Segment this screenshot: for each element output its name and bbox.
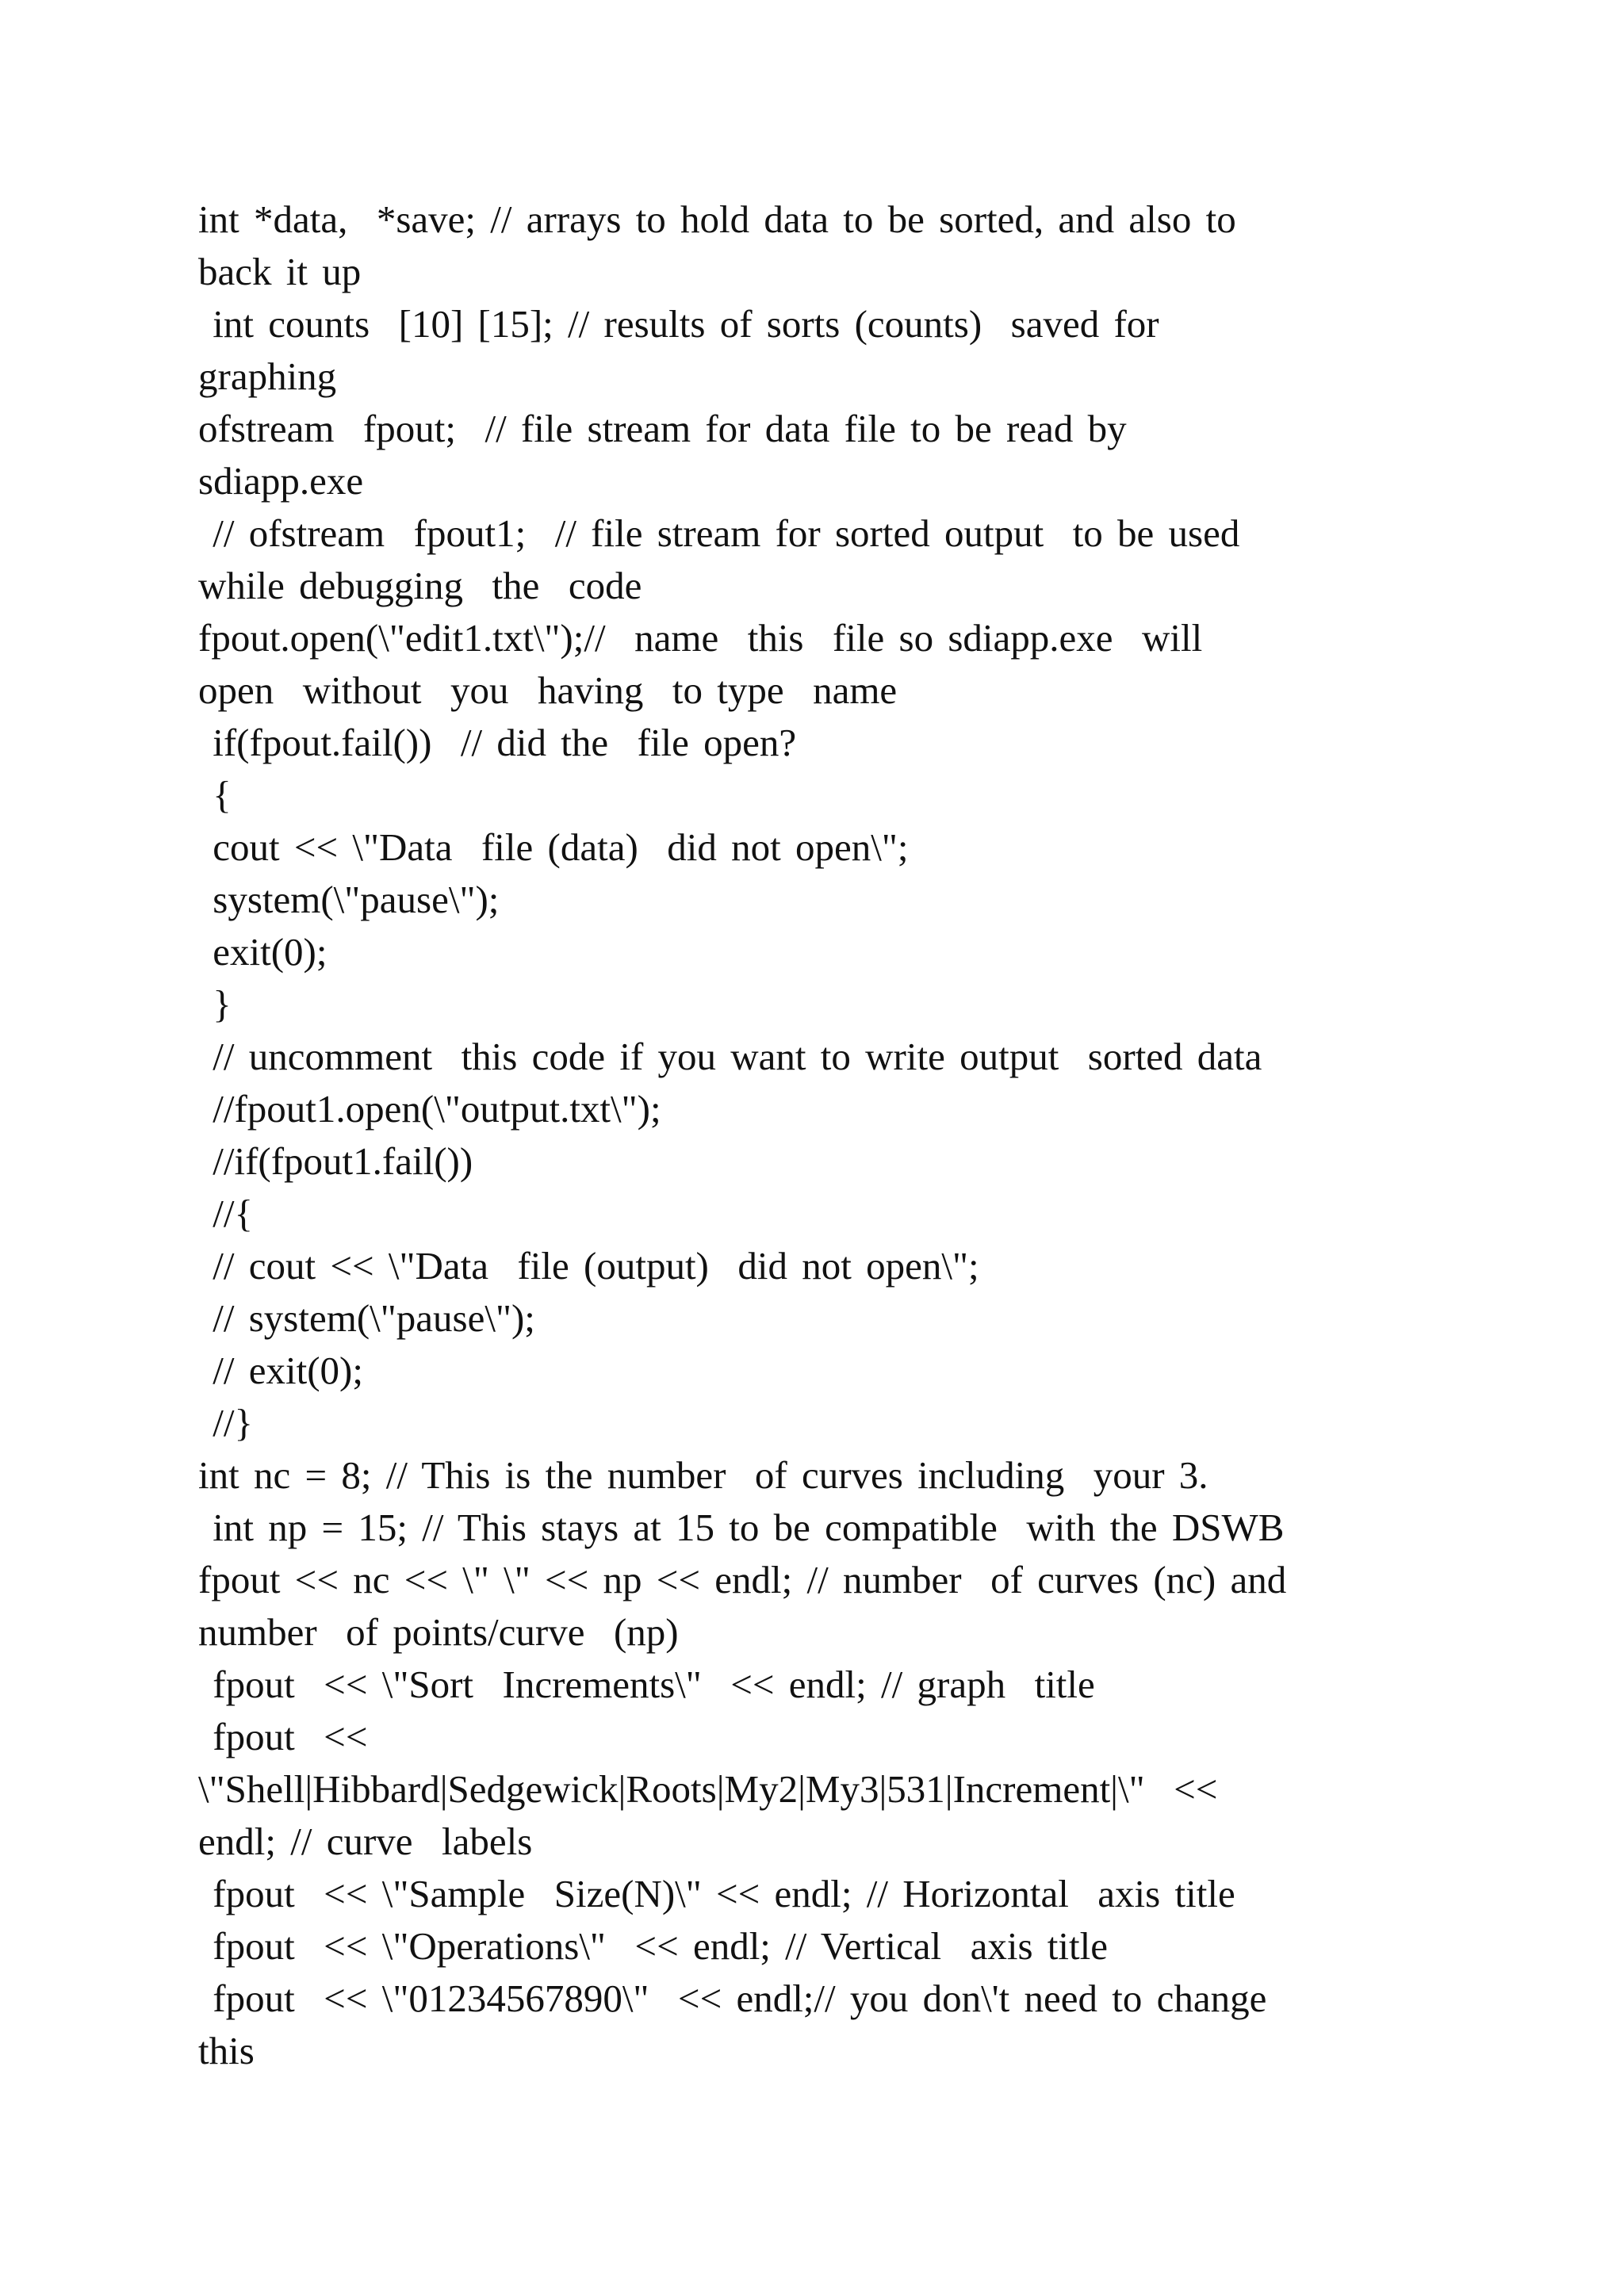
text-line: endl; // curve labels bbox=[198, 1820, 533, 1863]
text-line: //{ bbox=[198, 1192, 253, 1235]
text-line: fpout.open(\"edit1.txt\");// name this file so sdiapp.exe will bbox=[198, 616, 1203, 660]
code-text-block bbox=[198, 193, 1483, 2077]
text-line: //if(fpout1.fail()) bbox=[198, 1139, 473, 1183]
text-line: fpout << \"Sample Size(N)\" << endl; // Horizontal axis title bbox=[198, 1872, 1235, 1915]
text-line: fpout << bbox=[198, 1715, 368, 1758]
text-line: graphing bbox=[198, 354, 337, 398]
text-line: int nc = 8; // This is the number of curves including your 3. bbox=[198, 1453, 1208, 1497]
text-line: // uncomment this code if you want to write output sorted data bbox=[198, 1035, 1262, 1078]
text-line: fpout << \"Operations\" << endl; // Vertical axis title bbox=[198, 1924, 1109, 1968]
text-line: } bbox=[198, 982, 232, 1026]
text-line: number of points/curve (np) bbox=[198, 1610, 679, 1654]
text-line: //fpout1.open(\"output.txt\"); bbox=[198, 1087, 661, 1131]
text-line: if(fpout.fail()) // did the file open? bbox=[198, 721, 797, 764]
text-line: sdiapp.exe bbox=[198, 459, 364, 503]
text-line: open without you having to type name bbox=[198, 668, 898, 712]
text-line: fpout << nc << \" \" << np << endl; // number of curves (nc) and bbox=[198, 1558, 1287, 1601]
text-line: int counts [10] [15]; // results of sorts (counts) saved for bbox=[198, 302, 1159, 346]
text-line: fpout << \"Sort Increments\" << endl; // graph title bbox=[198, 1663, 1095, 1706]
text-line: // cout << \"Data file (output) did not open\"; bbox=[198, 1244, 979, 1288]
text-line: // exit(0); bbox=[198, 1349, 363, 1392]
text-line: \"Shell|Hibbard|Sedgewick|Roots|My2|My3|531|Increment|\" << bbox=[198, 1767, 1218, 1811]
text-line: system(\"pause\"); bbox=[198, 878, 500, 921]
text-line: cout << \"Data file (data) did not open\"; bbox=[198, 825, 909, 869]
text-line: // system(\"pause\"); bbox=[198, 1296, 535, 1340]
text-line: while debugging the code bbox=[198, 564, 642, 607]
text-line: { bbox=[198, 773, 232, 817]
text-line: // ofstream fpout1; // file stream for sorted output to be used bbox=[198, 511, 1240, 555]
text-line: back it up bbox=[198, 250, 362, 293]
text-line: ofstream fpout; // file stream for data file to be read by bbox=[198, 407, 1127, 450]
text-line: int *data, *save; // arrays to hold data to be sorted, and also to bbox=[198, 197, 1236, 241]
text-line: //} bbox=[198, 1401, 253, 1445]
text-line: fpout << \"01234567890\" << endl;// you don\'t need to change bbox=[198, 1976, 1267, 2020]
text-line: int np = 15; // This stays at 15 to be compatible with the DSWB bbox=[198, 1506, 1285, 1549]
text-line: this bbox=[198, 2029, 255, 2072]
text-line: exit(0); bbox=[198, 930, 327, 974]
